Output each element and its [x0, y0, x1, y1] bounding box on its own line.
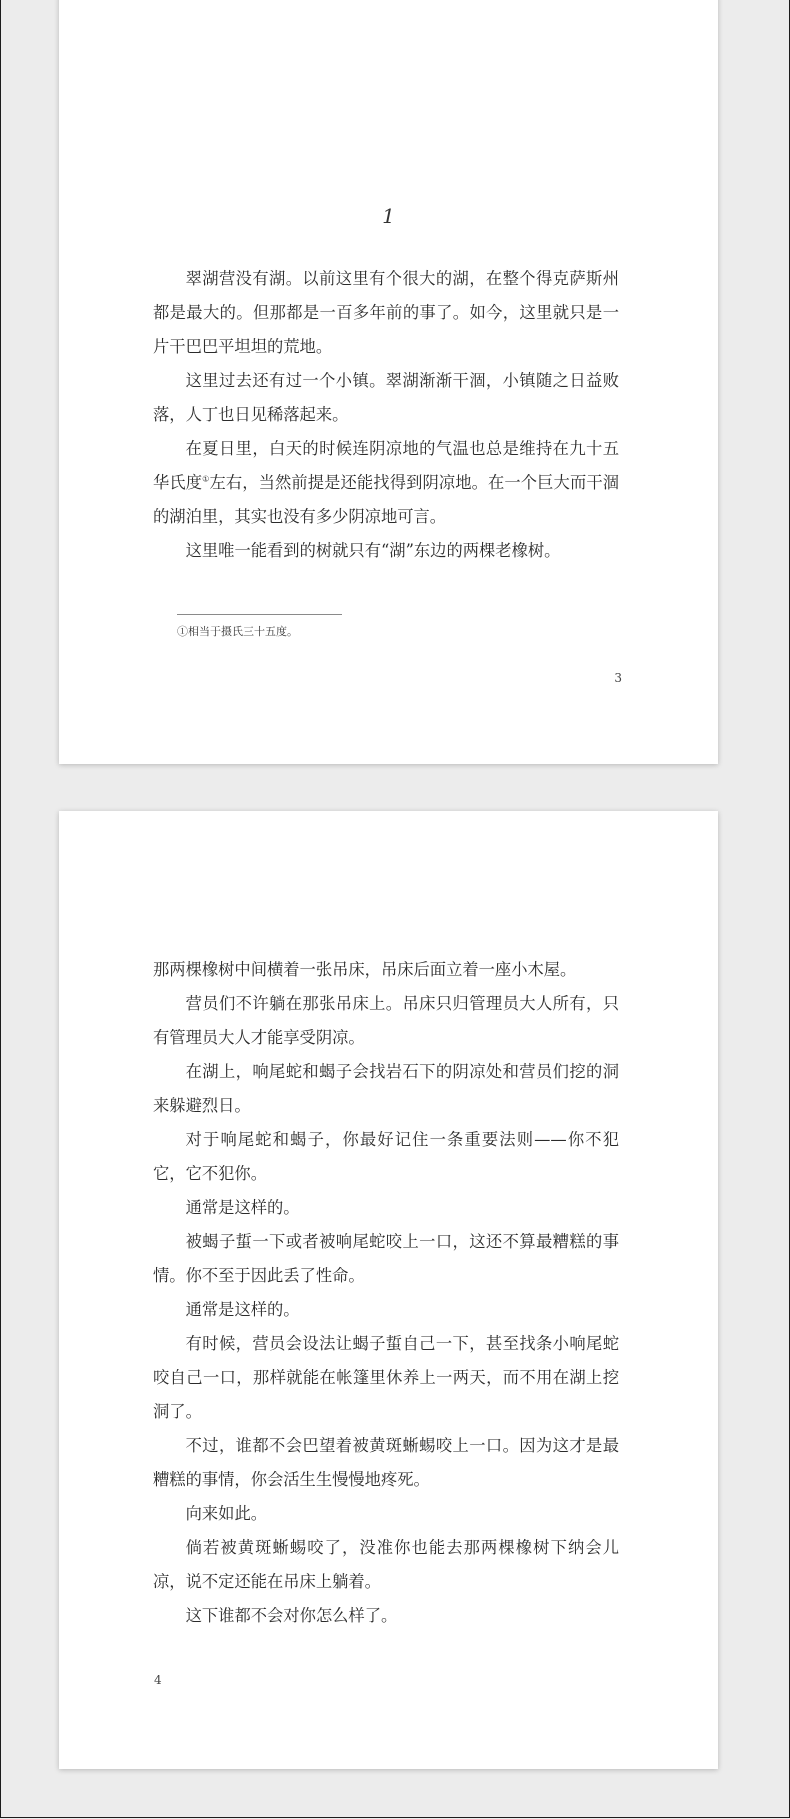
- paragraph: 通常是这样的。: [185, 1300, 300, 1319]
- page-number: 4: [154, 1673, 162, 1687]
- paragraph: 有时候，营员会设法让蝎子蜇自己一下，甚至找条小响尾蛇咬自己一口，那样就能在帐篷里休养上一两天，而不用在湖上挖洞了。: [153, 1334, 619, 1421]
- paragraph: 不过，谁都不会巴望着被黄斑蜥蜴咬上一口。因为这才是最糟糕的事情，你会活生生慢慢地疼死。: [153, 1436, 619, 1489]
- page-number: 3: [614, 671, 622, 685]
- paragraph: 向来如此。: [185, 1504, 268, 1523]
- paragraph: 这下谁都不会对你怎么样了。: [185, 1606, 398, 1625]
- paragraph: 营员们不许躺在那张吊床上。吊床只归管理员大人所有，只有管理员大人才能享受阴凉。: [153, 994, 619, 1047]
- footnote-divider: [177, 614, 342, 615]
- book-page-3: [59, 0, 718, 764]
- page-4-body: [153, 953, 619, 1633]
- paragraph: 那两棵橡树中间横着一张吊床，吊床后面立着一座小木屋。: [153, 960, 577, 979]
- paragraph: 通常是这样的。: [185, 1198, 300, 1217]
- paragraph: 这里过去还有过一个小镇。翠湖渐渐干涸，小镇随之日益败落，人丁也日见稀落起来。: [153, 371, 619, 424]
- paragraph: 被蝎子蜇一下或者被响尾蛇咬上一口，这还不算最糟糕的事情。你不至于因此丢了性命。: [153, 1232, 619, 1285]
- paragraph: 在湖上，响尾蛇和蝎子会找岩石下的阴凉处和营员们挖的洞来躲避烈日。: [153, 1062, 619, 1115]
- paragraph: 对于响尾蛇和蝎子，你最好记住一条重要法则——你不犯它，它不犯你。: [153, 1130, 619, 1183]
- paragraph-text: 左右，当然前提是还能找得到阴凉地。在一个巨大而干涸的湖泊里，其实也没有多少阴凉地可言。: [153, 473, 619, 526]
- footnote: ①相当于摄氏三十五度。: [177, 625, 298, 638]
- paragraph-text: 在夏日里，白天的时候连阴凉地的气温也总是维持在九十五华氏度: [153, 439, 619, 492]
- paragraph: [153, 432, 619, 534]
- chapter-number: 1: [382, 204, 395, 228]
- page-3-body: [153, 262, 619, 568]
- paragraph: 这里唯一能看到的树就只有“湖”东边的两棵老橡树。: [185, 541, 561, 560]
- footnote-marker: ①: [202, 474, 210, 484]
- book-page-4: [59, 811, 718, 1769]
- paragraph: 倘若被黄斑蜥蜴咬了，没准你也能去那两棵橡树下纳会儿凉，说不定还能在吊床上躺着。: [153, 1538, 619, 1591]
- paragraph: 翠湖营没有湖。以前这里有个很大的湖，在整个得克萨斯州都是最大的。但那都是一百多年前的事了。如今，这里就只是一片干巴巴平坦坦的荒地。: [153, 269, 619, 356]
